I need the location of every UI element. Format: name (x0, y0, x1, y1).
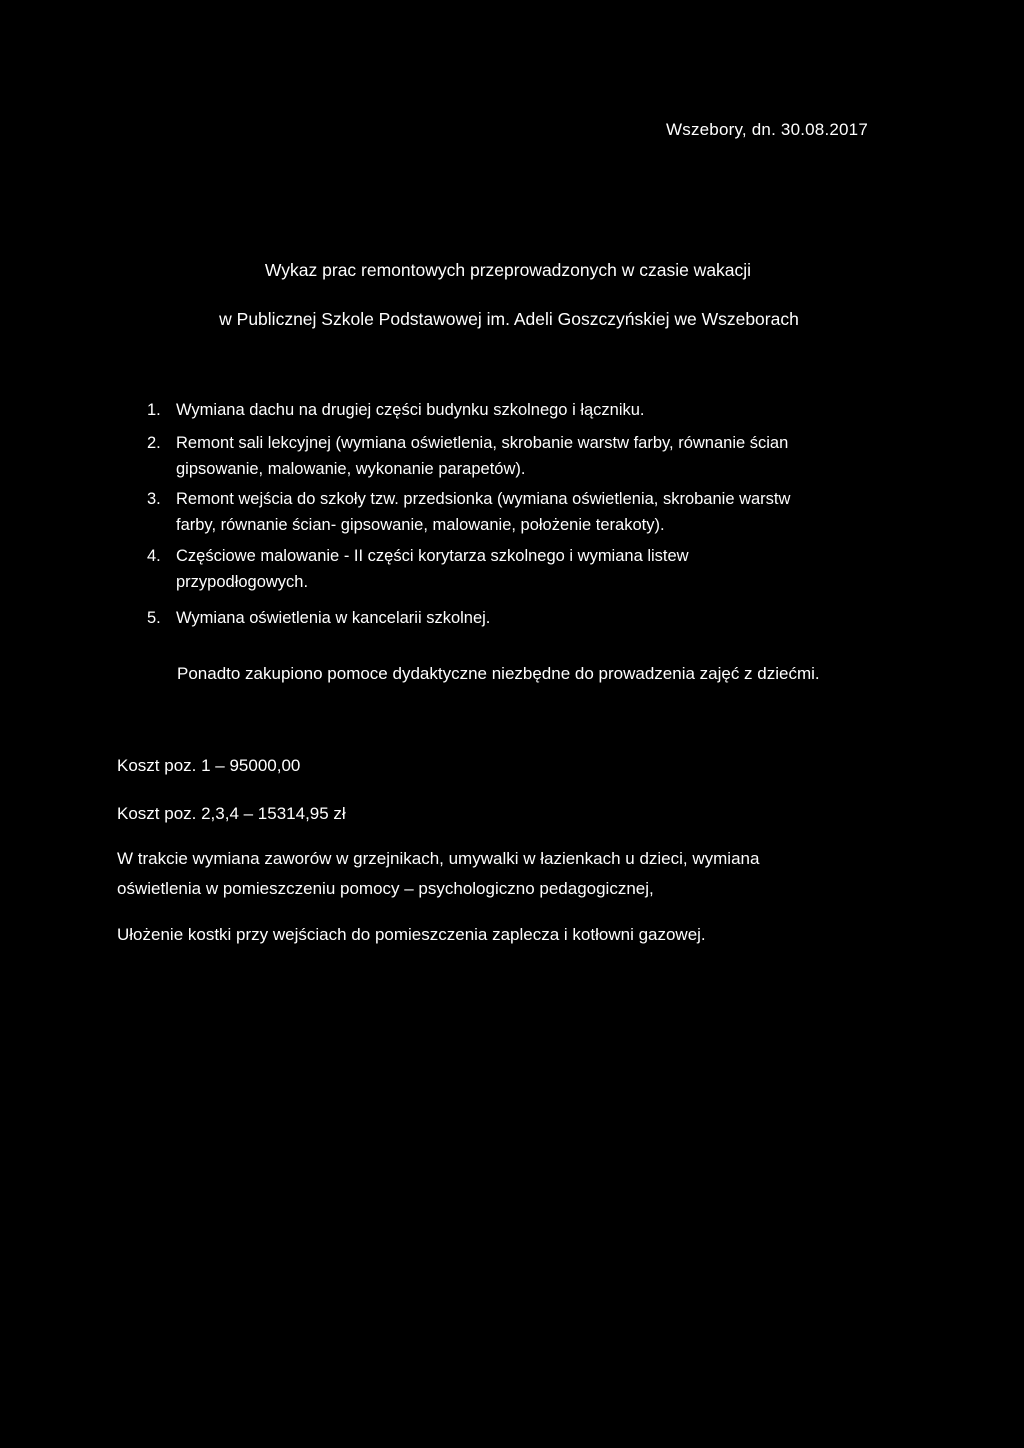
list-item-number: 5. (147, 609, 161, 627)
list-item-line: Częściowe malowanie - II części korytarza szkolnego i wymiana listew (176, 547, 689, 565)
document-title-line-2: w Publicznej Szkole Podstawowej im. Adeli Goszczyńskiej we Wszeborach (219, 309, 799, 329)
list-item-number: 1. (147, 401, 161, 419)
ongoing-work-line-1: W trakcie wymiana zaworów w grzejnikach, umywalki w łazienkach u dzieci, wymiana (117, 849, 760, 868)
list-item-line: Remont sali lekcyjnej (wymiana oświetlenia, skrobanie warstw farby, równanie ścian (176, 434, 789, 452)
list-item-line: farby, równanie ścian- gipsowanie, malowanie, położenie terakoty). (176, 516, 665, 534)
list-item-text (176, 543, 689, 595)
list-item-line: Wymiana oświetlenia w kancelarii szkolnej. (176, 609, 491, 627)
list-item-number: 4. (147, 547, 161, 565)
ongoing-work-line-2: oświetlenia w pomieszczeniu pomocy – psychologiczno pedagogicznej, (117, 879, 654, 898)
list-item-line: gipsowanie, malowanie, wykonanie parapetów). (176, 460, 526, 478)
additional-purchases-paragraph: Ponadto zakupiono pomoce dydaktyczne niezbędne do prowadzenia zajęć z dziećmi. (177, 664, 820, 683)
list-item-number: 2. (147, 434, 161, 452)
list-item-text (176, 486, 790, 538)
list-item-text (176, 430, 788, 482)
document-date: Wszebory, dn. 30.08.2017 (666, 120, 868, 139)
list-item-line: Remont wejścia do szkoły tzw. przedsionka (wymiana oświetlenia, skrobanie warstw (176, 490, 791, 508)
cost-item-1: Koszt poz. 1 – 95000,00 (117, 756, 301, 775)
paving-work-line: Ułożenie kostki przy wejściach do pomieszczenia zaplecza i kotłowni gazowej. (117, 925, 706, 944)
list-item-text (176, 605, 490, 631)
document-title-line-1: Wykaz prac remontowych przeprowadzonych w czasie wakacji (264, 260, 752, 280)
list-item-line: przypodłogowych. (176, 573, 309, 591)
cost-items-2-3-4: Koszt poz. 2,3,4 – 15314,95 zł (117, 804, 346, 823)
list-item-number: 3. (147, 490, 161, 508)
list-item-text (176, 397, 645, 423)
list-item-line: Wymiana dachu na drugiej części budynku szkolnego i łączniku. (176, 401, 645, 419)
